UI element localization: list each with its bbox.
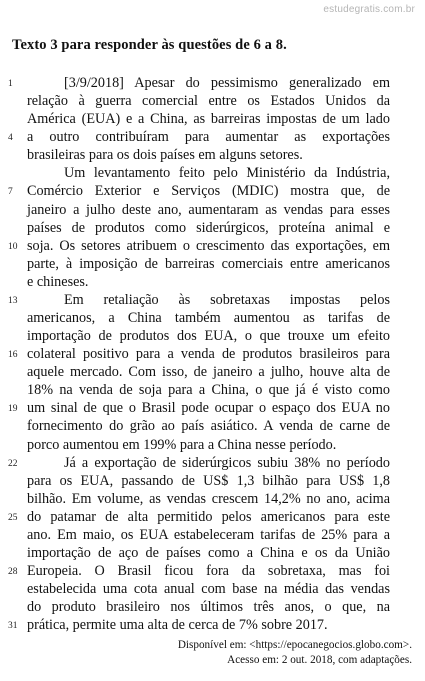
text-line	[0, 255, 425, 273]
line-text: Comércio Exterior e Serviços (MDIC) mostra que, de	[27, 183, 390, 200]
line-text: para os EUA, passando de US$ 1,3 bilhão para US$ 1,8	[27, 472, 390, 489]
line-text: um sinal de que o Brasil pode ocupar o espaço dos EUA no	[27, 400, 390, 417]
line-text: países de produtos como siderúrgicos, proteína animal e	[27, 219, 390, 236]
text-line	[0, 219, 425, 237]
text-line	[0, 381, 425, 399]
text-line	[0, 92, 425, 110]
text-line	[0, 182, 425, 200]
text-line	[0, 201, 425, 219]
text-line	[0, 472, 425, 490]
text-line	[0, 237, 425, 255]
line-text: prática, permite uma alta de cerca de 7% sobre 2017.	[27, 617, 328, 634]
text-line	[0, 508, 425, 526]
line-number: 28	[8, 567, 18, 578]
line-text: importação de aço de países como a China e os da União	[27, 545, 390, 562]
line-text: e chineses.	[27, 273, 89, 290]
line-text: ano. Em maio, os EUA estabeleceram tarifas de 25% para a	[27, 526, 390, 543]
line-number: 25	[8, 512, 18, 523]
text-line	[0, 309, 425, 327]
line-text: 18% na venda de soja para a China, o que já é visto como	[27, 382, 390, 399]
text-line	[0, 399, 425, 417]
text-line	[0, 490, 425, 508]
text-line	[0, 273, 425, 291]
text-line	[0, 146, 425, 164]
line-text: aquele mercado. Com isso, de janeiro a julho, houve alta de	[27, 364, 390, 381]
line-number: 22	[8, 458, 18, 469]
line-text: relação à guerra comercial entre os Estados Unidos da	[27, 93, 390, 110]
line-number: 16	[8, 350, 18, 361]
text-line	[0, 454, 425, 472]
text-line	[0, 327, 425, 345]
line-text: a outro contribuíram para aumentar as exportações	[27, 129, 390, 146]
line-text: do patamar de alta permitido pelos americanos para este	[27, 508, 390, 525]
line-text: do produto brasileiro nos últimos três anos, o que, na	[27, 599, 390, 616]
line-number: 13	[8, 295, 18, 306]
text-line	[0, 598, 425, 616]
text-line	[0, 436, 425, 454]
text-line	[0, 164, 425, 182]
line-text: porco aumentou em 199% para a China nesse período.	[27, 436, 337, 453]
line-number: 31	[8, 621, 18, 632]
text-line	[0, 363, 425, 381]
text-line	[0, 544, 425, 562]
line-text: fornecimento do grão ao país asiático. A venda de carne de	[27, 418, 390, 435]
site-watermark: estudegratis.com.br	[323, 4, 415, 15]
section-heading: Texto 3 para responder às questões de 6 a 8.	[12, 37, 287, 53]
text-line	[0, 110, 425, 128]
line-text: Já a exportação de siderúrgicos subiu 38% no período	[64, 454, 390, 471]
line-number: 19	[8, 404, 18, 415]
line-text: colateral positivo para a venda de produtos brasileiros para	[27, 346, 390, 363]
line-text: América (EUA) e a China, as barreiras impostas de um lado	[27, 111, 390, 128]
line-text: bilhão. Em volume, as vendas crescem 14,2% no ano, acima	[27, 490, 390, 507]
line-number: 1	[8, 79, 13, 89]
line-number: 7	[8, 187, 13, 198]
source-citation	[178, 638, 412, 668]
line-text: [3/9/2018] Apesar do pessimismo generalizado em	[64, 75, 390, 91]
line-text: Europeia. O Brasil ficou fora da sobretaxa, mas foi	[27, 563, 390, 580]
text-line	[0, 616, 425, 634]
line-text: parte, à imposição de barreiras comerciais entre americanos	[27, 255, 390, 272]
line-text: soja. Os setores atribuem o crescimento das exportações, em	[27, 237, 390, 254]
text-line	[0, 291, 425, 309]
source-access-line: Acesso em: 2 out. 2018, com adaptações.	[227, 654, 412, 666]
line-number: 4	[8, 133, 13, 144]
line-text: Um levantamento feito pelo Ministério da Indústria,	[64, 165, 390, 182]
text-line	[0, 74, 425, 92]
line-number: 10	[8, 241, 18, 252]
article-text	[0, 74, 425, 634]
line-text: americanos, a China também aumentou as tarifas de	[27, 310, 390, 327]
text-line	[0, 128, 425, 146]
source-url-line: Disponível em: <https://epocanegocios.globo.com>.	[177, 639, 412, 651]
line-text: estabelecida uma cota anual com base na média das vendas	[27, 581, 390, 598]
line-text: janeiro a julho deste ano, aumentaram as vendas para esses	[27, 201, 390, 218]
line-text: brasileiras para os dois países em alguns setores.	[27, 147, 303, 164]
text-line	[0, 562, 425, 580]
text-line	[0, 345, 425, 363]
text-line	[0, 580, 425, 598]
line-text: importação de produtos dos EUA, o que trouxe um efeito	[27, 328, 390, 345]
line-text: Em retaliação às sobretaxas impostas pelos	[64, 291, 390, 308]
text-line	[0, 526, 425, 544]
text-line	[0, 417, 425, 435]
